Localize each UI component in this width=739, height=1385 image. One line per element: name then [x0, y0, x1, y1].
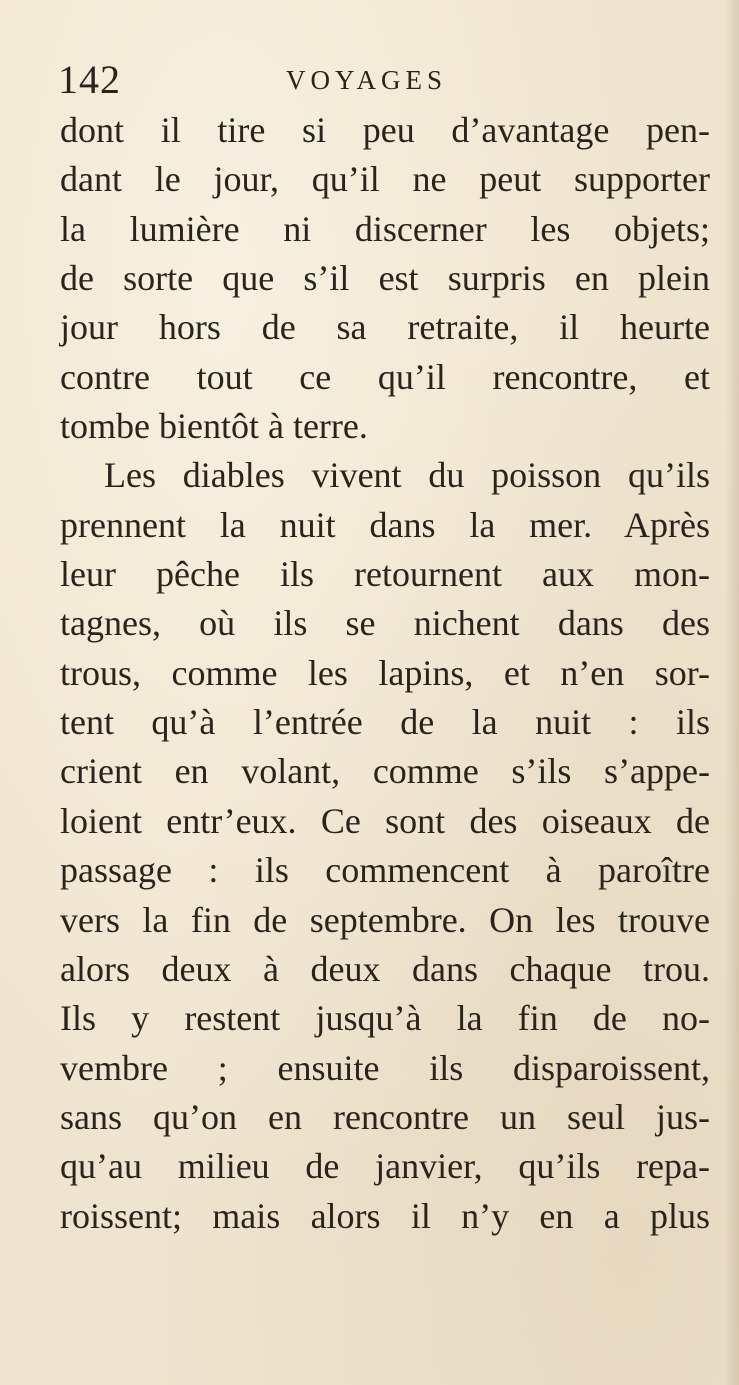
text-line: trous, comme les lapins, et n’en sor-: [60, 652, 710, 693]
body-text: [60, 106, 710, 1241]
text-line: vers la fin de septembre. On les trouve: [60, 899, 710, 940]
text-line: qu’au milieu de janvier, qu’ils repa-: [60, 1146, 710, 1187]
text-line: Les diables vivent du poisson qu’ils: [104, 455, 710, 496]
text-line: prennent la nuit dans la mer. Après: [60, 504, 710, 545]
text-line: passage : ils commencent à paroître: [60, 850, 710, 891]
text-line: roissent; mais alors il n’y en a plus: [60, 1195, 710, 1236]
text-line: tombe bientôt à terre.: [60, 406, 368, 447]
text-line: tagnes, où ils se nichent dans des: [60, 603, 710, 644]
text-line: sans qu’on en rencontre un seul jus-: [60, 1096, 710, 1137]
page-number: 142: [58, 57, 121, 102]
running-head: [58, 56, 708, 104]
text-line: la lumière ni discerner les objets;: [60, 208, 710, 249]
text-line: crient en volant, comme s’ils s’appe-: [60, 751, 710, 792]
text-line: dont il tire si peu d’avantage pen-: [60, 110, 710, 150]
page-edge-shadow: [725, 0, 739, 1385]
text-line: leur pêche ils retournent aux mon-: [60, 554, 710, 595]
text-line: vembre ; ensuite ils disparoissent,: [60, 1047, 710, 1088]
text-line: alors deux à deux dans chaque trou.: [60, 948, 710, 989]
text-line: loient entr’eux. Ce sont des oiseaux de: [60, 800, 710, 841]
text-line: contre tout ce qu’il rencontre, et: [60, 356, 710, 397]
text-line: tent qu’à l’entrée de la nuit : ils: [60, 702, 710, 743]
text-line: Ils y restent jusqu’à la fin de no-: [60, 998, 710, 1039]
text-line: dant le jour, qu’il ne peut supporter: [60, 159, 710, 200]
running-title: VOYAGES: [286, 65, 448, 95]
text-line: de sorte que s’il est surpris en plein: [60, 258, 710, 299]
text-line: jour hors de sa retraite, il heurte: [60, 307, 710, 348]
